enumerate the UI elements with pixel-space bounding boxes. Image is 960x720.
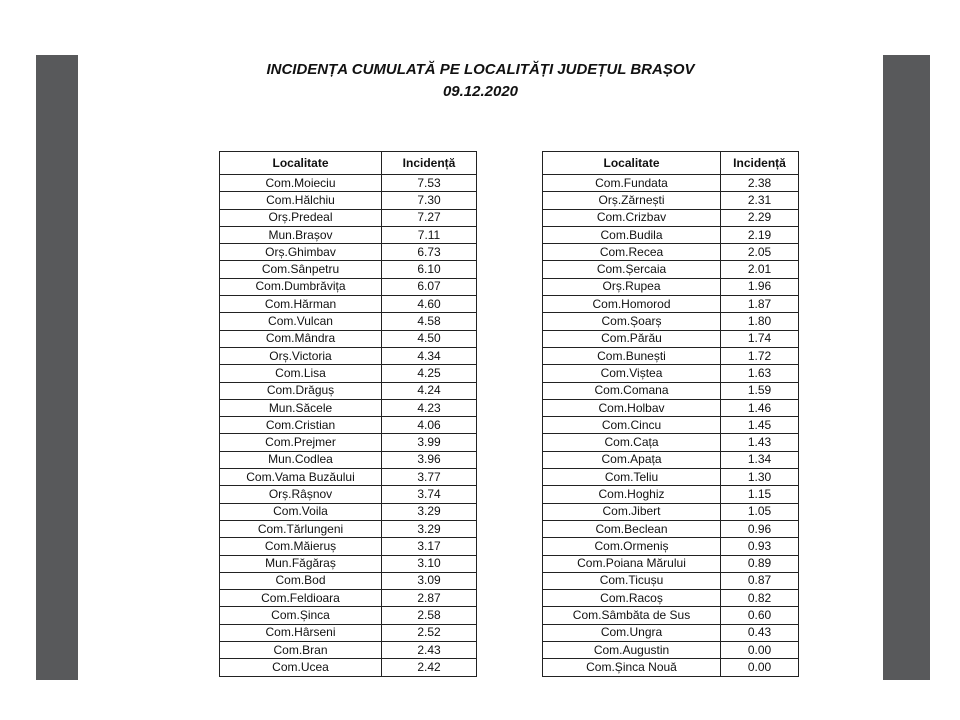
incidence-cell: 7.53 — [382, 175, 477, 192]
locality-cell: Orș.Rupea — [543, 278, 721, 295]
locality-cell: Com.Crizbav — [543, 209, 721, 226]
incidence-cell: 4.50 — [382, 330, 477, 347]
table-row — [220, 503, 477, 520]
locality-cell: Com.Sânpetru — [220, 261, 382, 278]
locality-cell: Com.Ungra — [543, 624, 721, 641]
document-page — [78, 55, 883, 680]
locality-cell: Com.Mândra — [220, 330, 382, 347]
incidence-cell: 2.52 — [382, 624, 477, 641]
table-row — [220, 261, 477, 278]
incidence-cell: 2.29 — [721, 209, 799, 226]
table-row — [220, 538, 477, 555]
incidence-cell: 2.38 — [721, 175, 799, 192]
table-row — [220, 296, 477, 313]
table-row — [220, 659, 477, 676]
incidence-cell: 4.25 — [382, 365, 477, 382]
table-row — [543, 278, 799, 295]
locality-cell: Com.Hârseni — [220, 624, 382, 641]
document-date: 09.12.2020 — [442, 83, 519, 100]
table-row — [220, 607, 477, 624]
locality-cell: Com.Augustin — [543, 642, 721, 659]
incidence-cell: 2.31 — [721, 192, 799, 209]
table-header-row — [220, 152, 477, 175]
incidence-cell: 1.34 — [721, 451, 799, 468]
incidence-cell: 7.11 — [382, 226, 477, 243]
table-row — [543, 209, 799, 226]
table-row — [220, 572, 477, 589]
locality-cell: Com.Viștea — [543, 365, 721, 382]
locality-cell: Com.Drăguș — [220, 382, 382, 399]
incidence-cell: 0.87 — [721, 572, 799, 589]
table-row — [220, 330, 477, 347]
table-row — [220, 278, 477, 295]
table-row — [220, 520, 477, 537]
locality-cell: Com.Poiana Mărului — [543, 555, 721, 572]
table-header-row — [543, 152, 799, 175]
incidence-cell: 2.42 — [382, 659, 477, 676]
incidence-cell: 3.99 — [382, 434, 477, 451]
locality-cell: Com.Cristian — [220, 417, 382, 434]
incidence-cell: 0.89 — [721, 555, 799, 572]
locality-cell: Orș.Ghimbav — [220, 244, 382, 261]
incidence-cell: 1.80 — [721, 313, 799, 330]
locality-cell: Com.Cincu — [543, 417, 721, 434]
incidence-cell: 3.09 — [382, 572, 477, 589]
incidence-cell: 0.00 — [721, 659, 799, 676]
viewer-gutter-left — [36, 55, 78, 680]
incidence-cell: 4.06 — [382, 417, 477, 434]
table-row — [543, 590, 799, 607]
incidence-cell: 6.07 — [382, 278, 477, 295]
incidence-cell: 3.29 — [382, 503, 477, 520]
incidence-cell: 6.10 — [382, 261, 477, 278]
locality-cell: Com.Recea — [543, 244, 721, 261]
table-row — [543, 538, 799, 555]
table-row — [220, 382, 477, 399]
table-row — [220, 313, 477, 330]
locality-cell: Orș.Râșnov — [220, 486, 382, 503]
locality-cell: Com.Jibert — [543, 503, 721, 520]
locality-cell: Com.Bod — [220, 572, 382, 589]
column-header-incidence: Incidență — [721, 152, 799, 175]
locality-cell: Com.Fundata — [543, 175, 721, 192]
locality-cell: Com.Apața — [543, 451, 721, 468]
incidence-cell: 0.60 — [721, 607, 799, 624]
incidence-cell: 0.43 — [721, 624, 799, 641]
table-row — [543, 244, 799, 261]
table-row — [220, 417, 477, 434]
incidence-cell: 2.01 — [721, 261, 799, 278]
incidence-cell: 3.77 — [382, 469, 477, 486]
locality-cell: Com.Lisa — [220, 365, 382, 382]
locality-cell: Com.Bunești — [543, 347, 721, 364]
locality-cell: Com.Sâmbăta de Sus — [543, 607, 721, 624]
incidence-cell: 3.74 — [382, 486, 477, 503]
locality-cell: Com.Homorod — [543, 296, 721, 313]
incidence-cell: 1.74 — [721, 330, 799, 347]
table-row — [543, 347, 799, 364]
incidence-cell: 0.00 — [721, 642, 799, 659]
incidence-table-right — [542, 151, 799, 677]
locality-cell: Com.Feldioara — [220, 590, 382, 607]
incidence-cell: 3.10 — [382, 555, 477, 572]
locality-cell: Com.Tărlungeni — [220, 520, 382, 537]
table-row — [543, 572, 799, 589]
table-row — [543, 261, 799, 278]
table-row — [543, 365, 799, 382]
incidence-cell: 4.23 — [382, 399, 477, 416]
incidence-cell: 1.59 — [721, 382, 799, 399]
table-row — [543, 624, 799, 641]
incidence-cell: 0.96 — [721, 520, 799, 537]
locality-cell: Com.Ticușu — [543, 572, 721, 589]
locality-cell: Com.Beclean — [543, 520, 721, 537]
incidence-table-left — [219, 151, 477, 677]
table-row — [543, 451, 799, 468]
table-row — [543, 486, 799, 503]
locality-cell: Com.Comana — [543, 382, 721, 399]
locality-cell: Com.Vama Buzăului — [220, 469, 382, 486]
table-row — [220, 642, 477, 659]
table-row — [543, 399, 799, 416]
incidence-cell: 1.30 — [721, 469, 799, 486]
table-row — [220, 434, 477, 451]
incidence-cell: 6.73 — [382, 244, 477, 261]
table-row — [220, 244, 477, 261]
table-row — [543, 382, 799, 399]
incidence-cell: 2.58 — [382, 607, 477, 624]
table-row — [543, 642, 799, 659]
table-row — [220, 555, 477, 572]
locality-cell: Com.Holbav — [543, 399, 721, 416]
table-row — [543, 503, 799, 520]
incidence-cell: 1.05 — [721, 503, 799, 520]
table-row — [543, 555, 799, 572]
locality-cell: Com.Prejmer — [220, 434, 382, 451]
incidence-cell: 3.17 — [382, 538, 477, 555]
table-row — [543, 520, 799, 537]
table-row — [543, 313, 799, 330]
locality-cell: Mun.Săcele — [220, 399, 382, 416]
incidence-cell: 7.30 — [382, 192, 477, 209]
locality-cell: Mun.Codlea — [220, 451, 382, 468]
incidence-cell: 0.82 — [721, 590, 799, 607]
table-row — [543, 659, 799, 676]
table-row — [220, 469, 477, 486]
table-row — [543, 607, 799, 624]
table-row — [543, 469, 799, 486]
incidence-cell: 1.15 — [721, 486, 799, 503]
locality-cell: Com.Hărman — [220, 296, 382, 313]
locality-cell: Orș.Predeal — [220, 209, 382, 226]
incidence-cell: 1.63 — [721, 365, 799, 382]
locality-cell: Com.Șercaia — [543, 261, 721, 278]
incidence-cell: 1.43 — [721, 434, 799, 451]
table-row — [543, 226, 799, 243]
locality-cell: Com.Șoarș — [543, 313, 721, 330]
incidence-cell: 7.27 — [382, 209, 477, 226]
locality-cell: Com.Teliu — [543, 469, 721, 486]
incidence-cell: 0.93 — [721, 538, 799, 555]
column-header-locality: Localitate — [543, 152, 721, 175]
locality-cell: Com.Budila — [543, 226, 721, 243]
table-row — [220, 192, 477, 209]
incidence-cell: 4.24 — [382, 382, 477, 399]
table-row — [543, 296, 799, 313]
locality-cell: Com.Voila — [220, 503, 382, 520]
table-row — [220, 624, 477, 641]
table-row — [220, 399, 477, 416]
locality-cell: Mun.Brașov — [220, 226, 382, 243]
table-body — [220, 175, 477, 677]
locality-cell: Com.Hălchiu — [220, 192, 382, 209]
locality-cell: Com.Racoș — [543, 590, 721, 607]
incidence-cell: 1.46 — [721, 399, 799, 416]
table-row — [543, 192, 799, 209]
table-row — [220, 590, 477, 607]
incidence-cell: 1.87 — [721, 296, 799, 313]
incidence-cell: 3.29 — [382, 520, 477, 537]
locality-cell: Com.Ucea — [220, 659, 382, 676]
table-row — [220, 209, 477, 226]
table-row — [220, 365, 477, 382]
column-header-locality: Localitate — [220, 152, 382, 175]
incidence-cell: 4.60 — [382, 296, 477, 313]
table-row — [220, 347, 477, 364]
locality-cell: Com.Părău — [543, 330, 721, 347]
locality-cell: Com.Șinca — [220, 607, 382, 624]
locality-cell: Com.Bran — [220, 642, 382, 659]
locality-cell: Com.Ormeniș — [543, 538, 721, 555]
locality-cell: Com.Șinca Nouă — [543, 659, 721, 676]
table-row — [543, 175, 799, 192]
incidence-cell: 2.87 — [382, 590, 477, 607]
incidence-cell: 1.72 — [721, 347, 799, 364]
incidence-cell: 4.58 — [382, 313, 477, 330]
document-title: INCIDENȚA CUMULATĂ PE LOCALITĂȚI JUDEȚUL BRAȘOV — [266, 61, 695, 78]
locality-cell: Com.Măieruș — [220, 538, 382, 555]
locality-cell: Orș.Zărnești — [543, 192, 721, 209]
table-row — [220, 486, 477, 503]
locality-cell: Com.Cața — [543, 434, 721, 451]
table-body — [543, 175, 799, 677]
table-row — [543, 330, 799, 347]
locality-cell: Com.Dumbrăvița — [220, 278, 382, 295]
incidence-cell: 2.05 — [721, 244, 799, 261]
table-row — [220, 451, 477, 468]
incidence-cell: 2.43 — [382, 642, 477, 659]
table-row — [543, 417, 799, 434]
locality-cell: Orș.Victoria — [220, 347, 382, 364]
locality-cell: Com.Vulcan — [220, 313, 382, 330]
locality-cell: Com.Hoghiz — [543, 486, 721, 503]
incidence-cell: 3.96 — [382, 451, 477, 468]
incidence-cell: 4.34 — [382, 347, 477, 364]
locality-cell: Com.Moieciu — [220, 175, 382, 192]
incidence-cell: 2.19 — [721, 226, 799, 243]
viewer-gutter-right — [883, 55, 930, 680]
table-row — [220, 226, 477, 243]
incidence-cell: 1.96 — [721, 278, 799, 295]
table-row — [220, 175, 477, 192]
incidence-cell: 1.45 — [721, 417, 799, 434]
table-row — [543, 434, 799, 451]
locality-cell: Mun.Făgăraș — [220, 555, 382, 572]
column-header-incidence: Incidență — [382, 152, 477, 175]
